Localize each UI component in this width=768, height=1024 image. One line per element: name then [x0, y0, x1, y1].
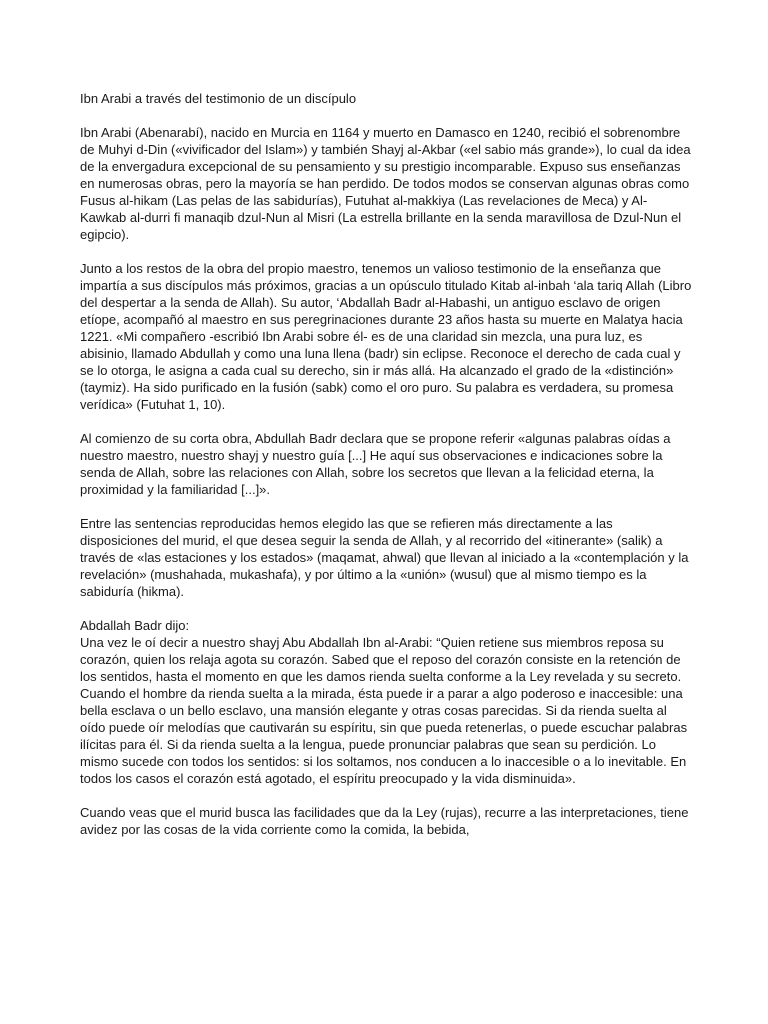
- quote-paragraph: Una vez le oí decir a nuestro shayj Abu Abdallah Ibn al-Arabi: “Quien retiene sus miembros reposa su corazón, quien los relaja agota su corazón. Sabed que el reposo del corazón consiste en la retención de los sentidos, hasta el momento en que les damos rienda suelta conforme a la Ley revelada y su secreto. Cuando el hombre da rienda suelta a la mirada, ésta puede ir a parar a algo poderoso e inaccesible: una bella esclava o un bello esclavo, una mansión elegante y otras cosas parecidas. Si da rienda suelta al oído puede oír melodías que cautivarán su espíritu, sin que pueda retenerlas, o puede escuchar palabras ilícitas para él. Si da rienda suelta a la lengua, puede pronunciar palabras que sean su perdición. Lo mismo sucede con todos los sentidos: si los soltamos, nos conducen a lo inaccesible o a lo inevitable. En todos los casos el corazón está agotado, el espíritu preocupado y la vida disminuida».: [80, 635, 688, 786]
- paragraph-testimony: Junto a los restos de la obra del propio maestro, tenemos un valioso testimonio de la enseñanza que impartía a sus discípulos más próximos, gracias a un opúsculo titulado Kitab al-inbah ‘ala tariq Allah (Libro del despertar a la senda de Allah). Su autor, ‘Abdallah Badr al-Habashi, un antiguo esclavo de origen etíope, acompañó al maestro en sus peregrinaciones durante 23 años hasta su muerte en Malatya hacia 1221. «Mi compañero -escribió Ibn Arabi sobre él- es de una claridad sin mezcla, una pura luz, es abisinio, llamado Abdullah y como una luna llena (badr) sin eclipse. Reconoce el derecho de cada cual y se lo otorga, le asigna a cada cual su derecho, sin ir más allá. Ha alcanzado el grado de la «distinción» (taymiz). Ha sido purificado en la fusión (sabk) como el oro puro. Su palabra es verdadera, su promesa verídica» (Futuhat 1, 10).: [80, 261, 692, 412]
- paragraph-opening: Al comienzo de su corta obra, Abdullah Badr declara que se propone referir «algunas palabras oídas a nuestro maestro, nuestro shayj y nuestro guía [...] He aquí sus observaciones e indicaciones sobre la senda de Allah, sobre las relaciones con Allah, sobre los secretos que llevan a la felicidad eterna, la proximidad y la familiaridad [...]».: [80, 431, 671, 497]
- speaker-label: Abdallah Badr dijo:: [80, 618, 190, 633]
- paragraph-selection: Entre las sentencias reproducidas hemos elegido las que se refieren más directamente a las disposiciones del murid, el que desea seguir la senda de Allah, y al recorrido del «itinerante» (salik) a través de «las estaciones y los estados» (maqamat, ahwal) que llevan al iniciado a la «contemplación y la revelación» (mushahada, mukashafa), y por último a la «unión» (wusul) que al mismo tiempo es la sabiduría (hikma).: [80, 516, 689, 599]
- closing-paragraph: Cuando veas que el murid busca las facilidades que da la Ley (rujas), recurre a las interpretaciones, tiene avidez por las cosas de la vida corriente como la comida, la bebida,: [80, 805, 689, 837]
- document-body: [80, 90, 692, 855]
- document-title: Ibn Arabi a través del testimonio de un discípulo: [80, 91, 357, 106]
- paragraph-intro: Ibn Arabi (Abenarabí), nacido en Murcia en 1164 y muerto en Damasco en 1240, recibió el sobrenombre de Muhyi d-Din («vivificador del Islam») y también Shayj al-Akbar («el sabio más grande»), lo cual da idea de la envergadura excepcional de su pensamiento y su prestigio incomparable. Expuso sus enseñanzas en numerosas obras, pero la mayoría se han perdido. De todos modos se conservan algunas obras como Fusus al-hikam (Las pelas de las sabidurías), Futuhat al-makkiya (Las revelaciones de Meca) y Al-Kawkab al-durri fi manaqib dzul-Nun al Misri (La estrella brillante en la senda maravillosa de Dzul-Nun el egipcio).: [80, 125, 691, 242]
